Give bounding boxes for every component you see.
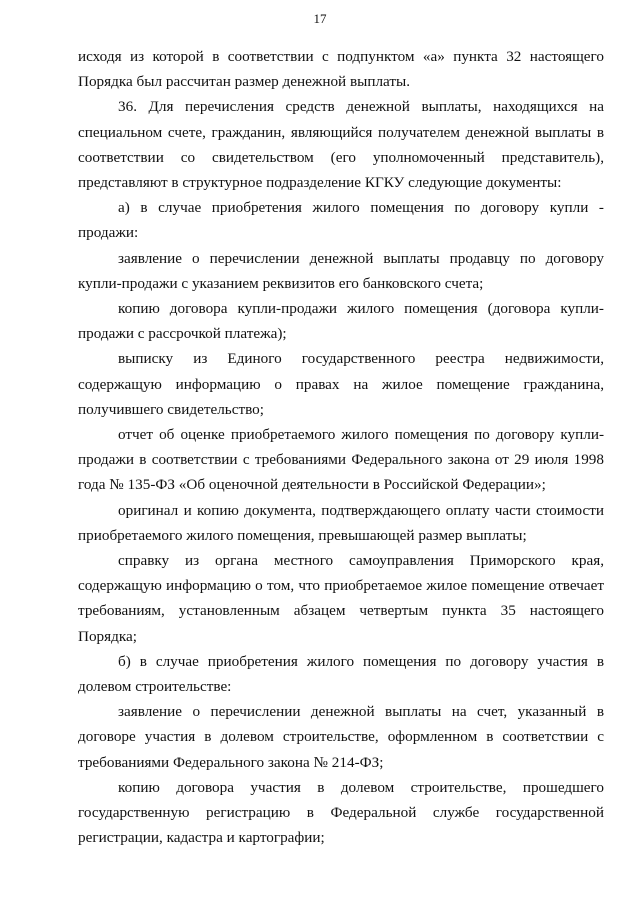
paragraph-payment-document: оригинал и копию документа, подтверждающего оплату части стоимости приобретаемого жилого помещения, превышающей размер выплаты; xyxy=(78,501,604,544)
document-body xyxy=(78,44,604,851)
paragraph-application-shared: заявление о перечислении денежной выплаты на счет, указанный в договоре участия в долевом строительстве, оформленном в соответствии с требованиями Федерального закона № 214-ФЗ; xyxy=(78,703,604,771)
page-number: 17 xyxy=(313,11,327,26)
paragraph-subitem-b: б) в случае приобретения жилого помещения по договору участия в долевом строительстве: xyxy=(78,652,604,696)
paragraph-application: заявление о перечислении денежной выплаты продавцу по договору купли-продажи с указанием реквизитов его банковского счета; xyxy=(78,249,604,292)
paragraph-shared-contract-copy: копию договора участия в долевом строительстве, прошедшего государственную регистрацию в Федеральной службе государственной регистрации, кадастра и картографии; xyxy=(78,778,604,847)
paragraph-subitem-a: а) в случае приобретения жилого помещения по договору купли - продажи: xyxy=(78,199,604,242)
paragraph-item-36: 36. Для перечисления средств денежной выплаты, находящихся на специальном счете, гражданин, являющийся получателем денежной выплаты в соответствии со свидетельством (его уполномоченный представитель), представляют в структурное подразделение КГКУ следующие документы: xyxy=(78,98,604,192)
paragraph-municipal-certificate: справку из органа местного самоуправления Приморского края, содержащую информацию о том, что приобретаемое жилое помещение отвечает требованиям, установленным абзацем четвертым пункта 35 настоящего Порядка; xyxy=(78,552,604,645)
paragraph-contract-copy: копию договора купли-продажи жилого помещения (договора купли-продажи с рассрочкой платежа); xyxy=(78,300,604,343)
paragraph-valuation-report: отчет об оценке приобретаемого жилого помещения по договору купли-продажи в соответствии с требованиями Федерального закона от 29 июля 1998 года № 135-ФЗ «Об оценочной деятельности в Российской Федерации»; xyxy=(78,426,604,494)
paragraph-continuation: исходя из которой в соответствии с подпунктом «а» пункта 32 настоящего Порядка был рассчитан размер денежной выплаты. xyxy=(78,48,604,91)
paragraph-registry-extract: выписку из Единого государственного реестра недвижимости, содержащую информацию о правах на жилое помещение гражданина, получившего свидетельство; xyxy=(78,350,604,418)
